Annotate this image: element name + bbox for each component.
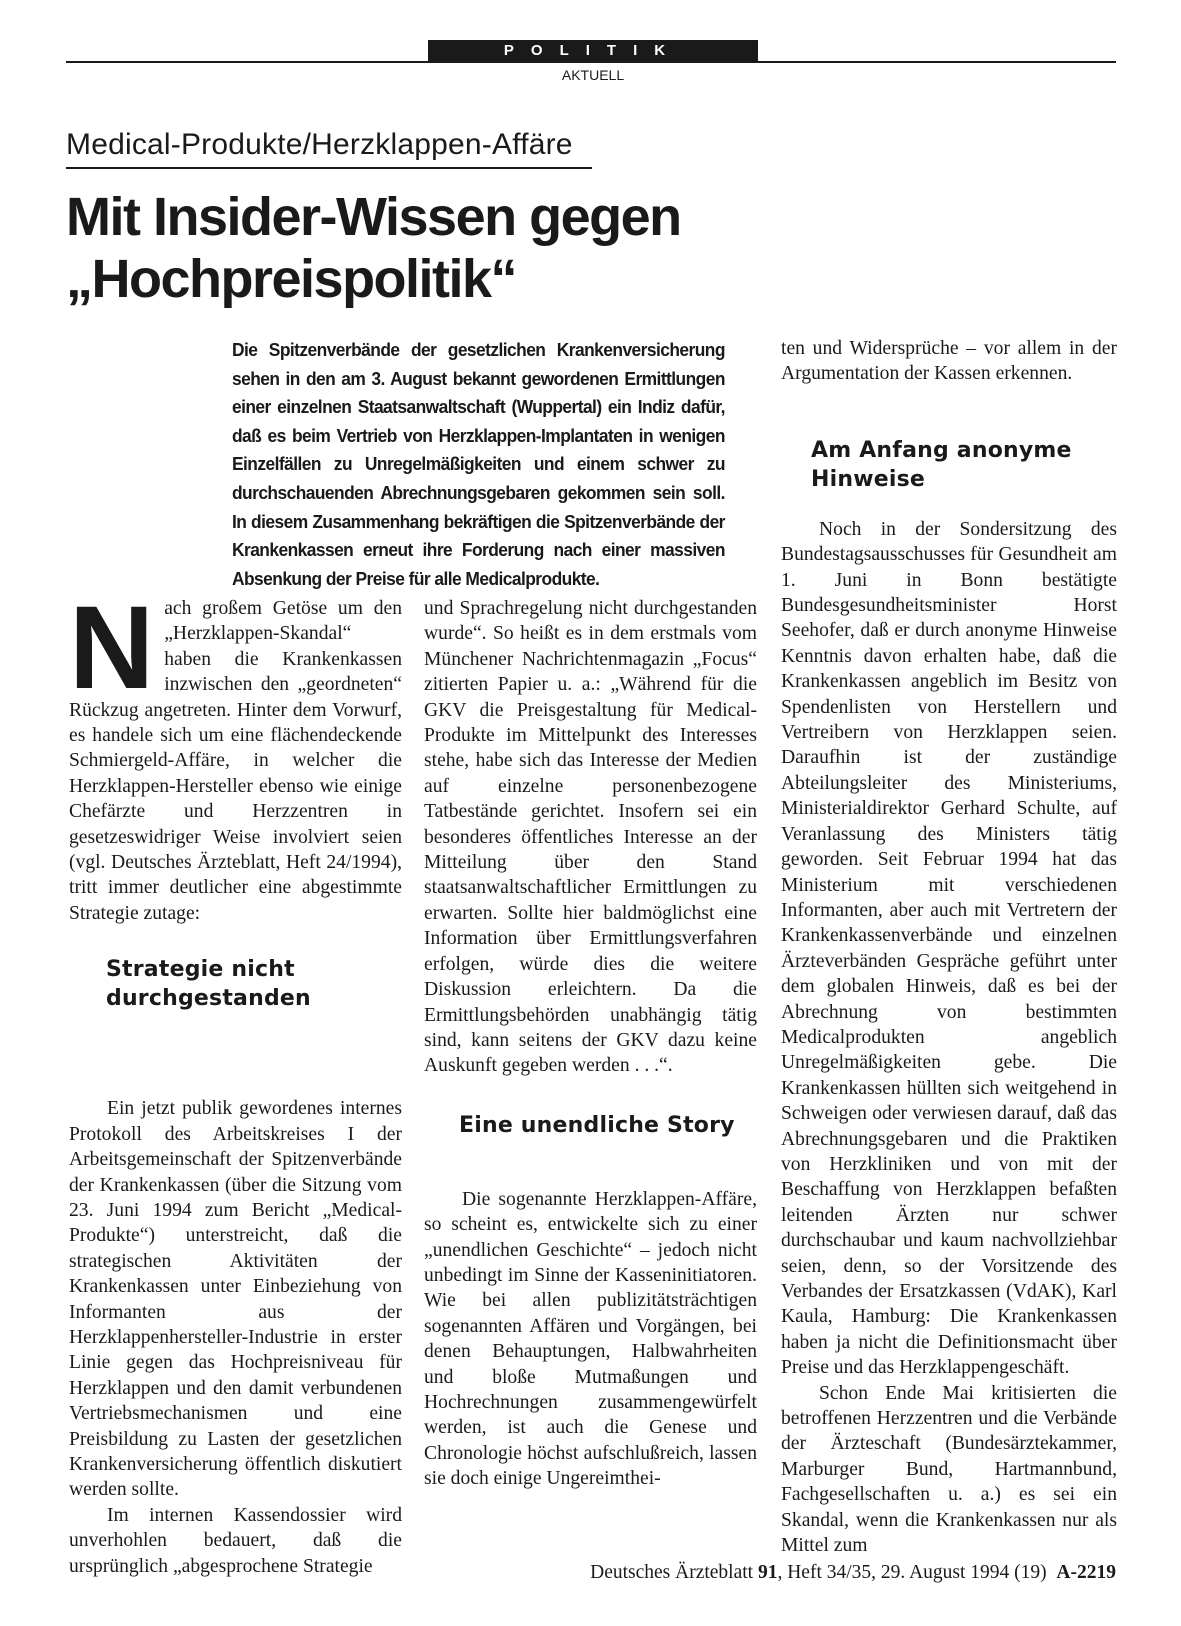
column-3 bbox=[781, 336, 1117, 1558]
header-rule bbox=[66, 61, 1116, 63]
headline-line-1: Mit Insider-Wissen gegen bbox=[66, 187, 681, 247]
body-paragraph-3: Im internen Kassendossier wird unverhohlen bedauert, daß die ursprünglich „abgesprochene Strategie bbox=[69, 1504, 402, 1577]
subhead-story: Eine unendliche Story bbox=[459, 1113, 735, 1138]
article-kicker: Medical-Produkte/Herzklappen-Affäre bbox=[66, 128, 573, 161]
page-footer bbox=[440, 1562, 1116, 1584]
body-paragraph-5-continued: ten und Widersprüche – vor allem in der Argumentation der Kassen erkennen. bbox=[781, 338, 1117, 385]
subhead-strategie: Strategie nicht durchgestanden bbox=[106, 957, 311, 1011]
kicker-underline bbox=[66, 167, 592, 169]
section-label: POLITIK bbox=[428, 40, 758, 61]
journal-name: Deutsches Ärzteblatt bbox=[590, 1562, 754, 1583]
column-2 bbox=[424, 596, 757, 1492]
body-paragraph-4: und Sprachregelung nicht durchgestanden wurde“. So heißt es in dem erstmals vom Münchener Nachrichtenmagazin „Focus“ zitierten Papier u. a.: „Während für die GKV die Preisgestaltung für Medical-Produkte im Mittelpunkt des Interesses stehe, habe sich das Interesse der Medien auf einzelne personenbezogene Tatbestände gerichtet. Insofern sei ein besonderes öffentliches Interesse an der Mitteilung über den Stand staatsanwaltschaftlicher Ermittlungen zu erwarten. Sollte hier baldmöglichst eine Information über Ermittlungsverfahren erfolgen, würde dies die weitere Diskussion erleichtern. Da die Ermittlungsbehörden unabhängig tätig sind, kann seitens der GKV dazu keine Auskunft gegeben werden . . .“. bbox=[424, 598, 757, 1077]
body-paragraph-1 bbox=[69, 582, 402, 926]
article-lead bbox=[232, 336, 725, 593]
body-paragraph-6: Noch in der Sondersitzung des Bundestagsausschusses für Gesundheit am 1. Juni in Bonn bestätigte Bundesgesundheitsminister Horst Seehofer, daß er durch anonyme Hinweise Kenntnis davon erhalten habe, daß die Krankenkassen angeblich im Besitz von Spendenlisten von Herstellern und Vertreibern von Herzklappen seien. Daraufhin ist der zuständige Abteilungsleiter des Ministeriums, Ministerialdirektor Gerhard Schulte, auf Veranlassung des Ministers tätig geworden. Seit Februar 1994 hat das Ministerium mit verschiedenen Informanten, aber auch mit Vertretern der Krankenkassenverbände und einzelnen Ärzteverbänden Gespräche geführt unter dem globalen Hinweis, daß es bei der Abrechnung von bestimmten Medicalprodukten angeblich Unregelmäßigkeiten gebe. Die Krankenkassen hüllten sich weitgehend in Schweigen oder verwiesen darauf, daß das Abrechnungsgebaren und die Praktiken von Herzkliniken und von mit der Beschaffung von Herzklappen befaßten leitenden Ärzten nur schwer durchschaubar und kaum nachvollziehbar seien, denn, so der Vorsitzende des Verbandes der Ersatzkassen (VdAK), Karl Kaula, Hamburg: Die Krankenkassen haben ja nicht die Definitionsmacht über Preise und das Herzklappengeschäft. bbox=[781, 518, 1117, 1379]
headline-line-2: „Hochpreispolitik“ bbox=[66, 249, 517, 309]
drop-cap: N bbox=[69, 582, 155, 714]
body-paragraph-7: Schon Ende Mai kritisierten die betroffenen Herzzentren und die Verbände der Ärzteschaft (Bundesärztekammer, Marburger Bund, Hartmannbund, Fachgesellschaften u. a.) es sei ein Skandal, wenn die Krankenkassen nur als Mittel zum bbox=[781, 1382, 1117, 1557]
subsection-label: AKTUELL bbox=[561, 67, 625, 83]
page-number: A-2219 bbox=[1056, 1562, 1116, 1583]
lead-paragraph: Die Spitzenverbände der gesetzlichen Krankenversicherung sehen in den am 3. August bekannt gewordenen Ermittlungen einer einzelnen Staatsanwaltschaft (Wuppertal) ein Indiz dafür, daß es beim Vertrieb von Herzklappen-Implantaten in wenigen Einzelfällen zu Unregelmäßigkeiten und einem schwer zu durchschauenden Abrechnungsgebaren gekommen sein soll. In diesem Zusammenhang bekräftigen die Spitzenverbände der Krankenkassen erneut ihre Forderung nach einer massiven Absenkung der Preise für alle Medicalprodukte. bbox=[232, 339, 725, 589]
subhead-anfang: Am Anfang anonyme Hinweise bbox=[811, 438, 1072, 492]
body-paragraph-2: Ein jetzt publik gewordenes internes Protokoll des Arbeitskreises I der Arbeitsgemeinschaft der Spitzenverbände der Krankenkassen (über die Sitzung vom 23. Juni 1994 zum Bericht „Medical-Produkte“) unterstreicht, daß die strategischen Aktivitäten der Krankenkassen unter Einbeziehung von Informanten aus der Herzklappenhersteller-Industrie in erster Linie gegen das Hochpreisniveau für Herzklappen und den damit verbundenen Vertriebsmechanismen und eine Preisbildung zu Lasten der gesetzlichen Krankenversicherung öffentlich diskutiert werden sollte. bbox=[69, 1098, 402, 1501]
issue-info: , Heft 34/35, 29. August 1994 (19) bbox=[777, 1562, 1047, 1583]
volume-number: 91 bbox=[757, 1562, 778, 1583]
article-headline bbox=[66, 186, 786, 310]
body-paragraph-5: Die sogenannte Herzklappen-Affäre, so scheint es, entwickelte sich zu einer „unendlichen Geschichte“ – jedoch nicht unbedingt im Sinne der Kasseninitiatoren. Wie bei allen publizitätsträchtigen sogenannten Affären und Vorgängen, bei denen Behauptungen, Halbwahrheiten und bloße Mutmaßungen und Hochrechnungen zusammengewürfelt werden, ist auch die Genese und Chronologie höchst aufschlußreich, lassen sie doch einige Ungereimthei- bbox=[424, 1188, 757, 1490]
body-paragraph-1-text: ach großem Getöse um den „Herzklappen-Skandal“ haben die Krankenkassen inzwischen den „geordneten“ Rückzug angetreten. Hinter dem Vorwurf, es handele sich um eine flächendeckende Schmiergeld-Affäre, in welcher die Herzklappen-Hersteller ebenso wie einige Chefärzte und Herzzentren in gesetzeswidriger Weise involviert seien (vgl. Deutsches Ärzteblatt, Heft 24/1994), tritt immer deutlicher eine abgestimmte Strategie zutage: bbox=[69, 598, 402, 924]
column-1 bbox=[69, 582, 402, 1579]
